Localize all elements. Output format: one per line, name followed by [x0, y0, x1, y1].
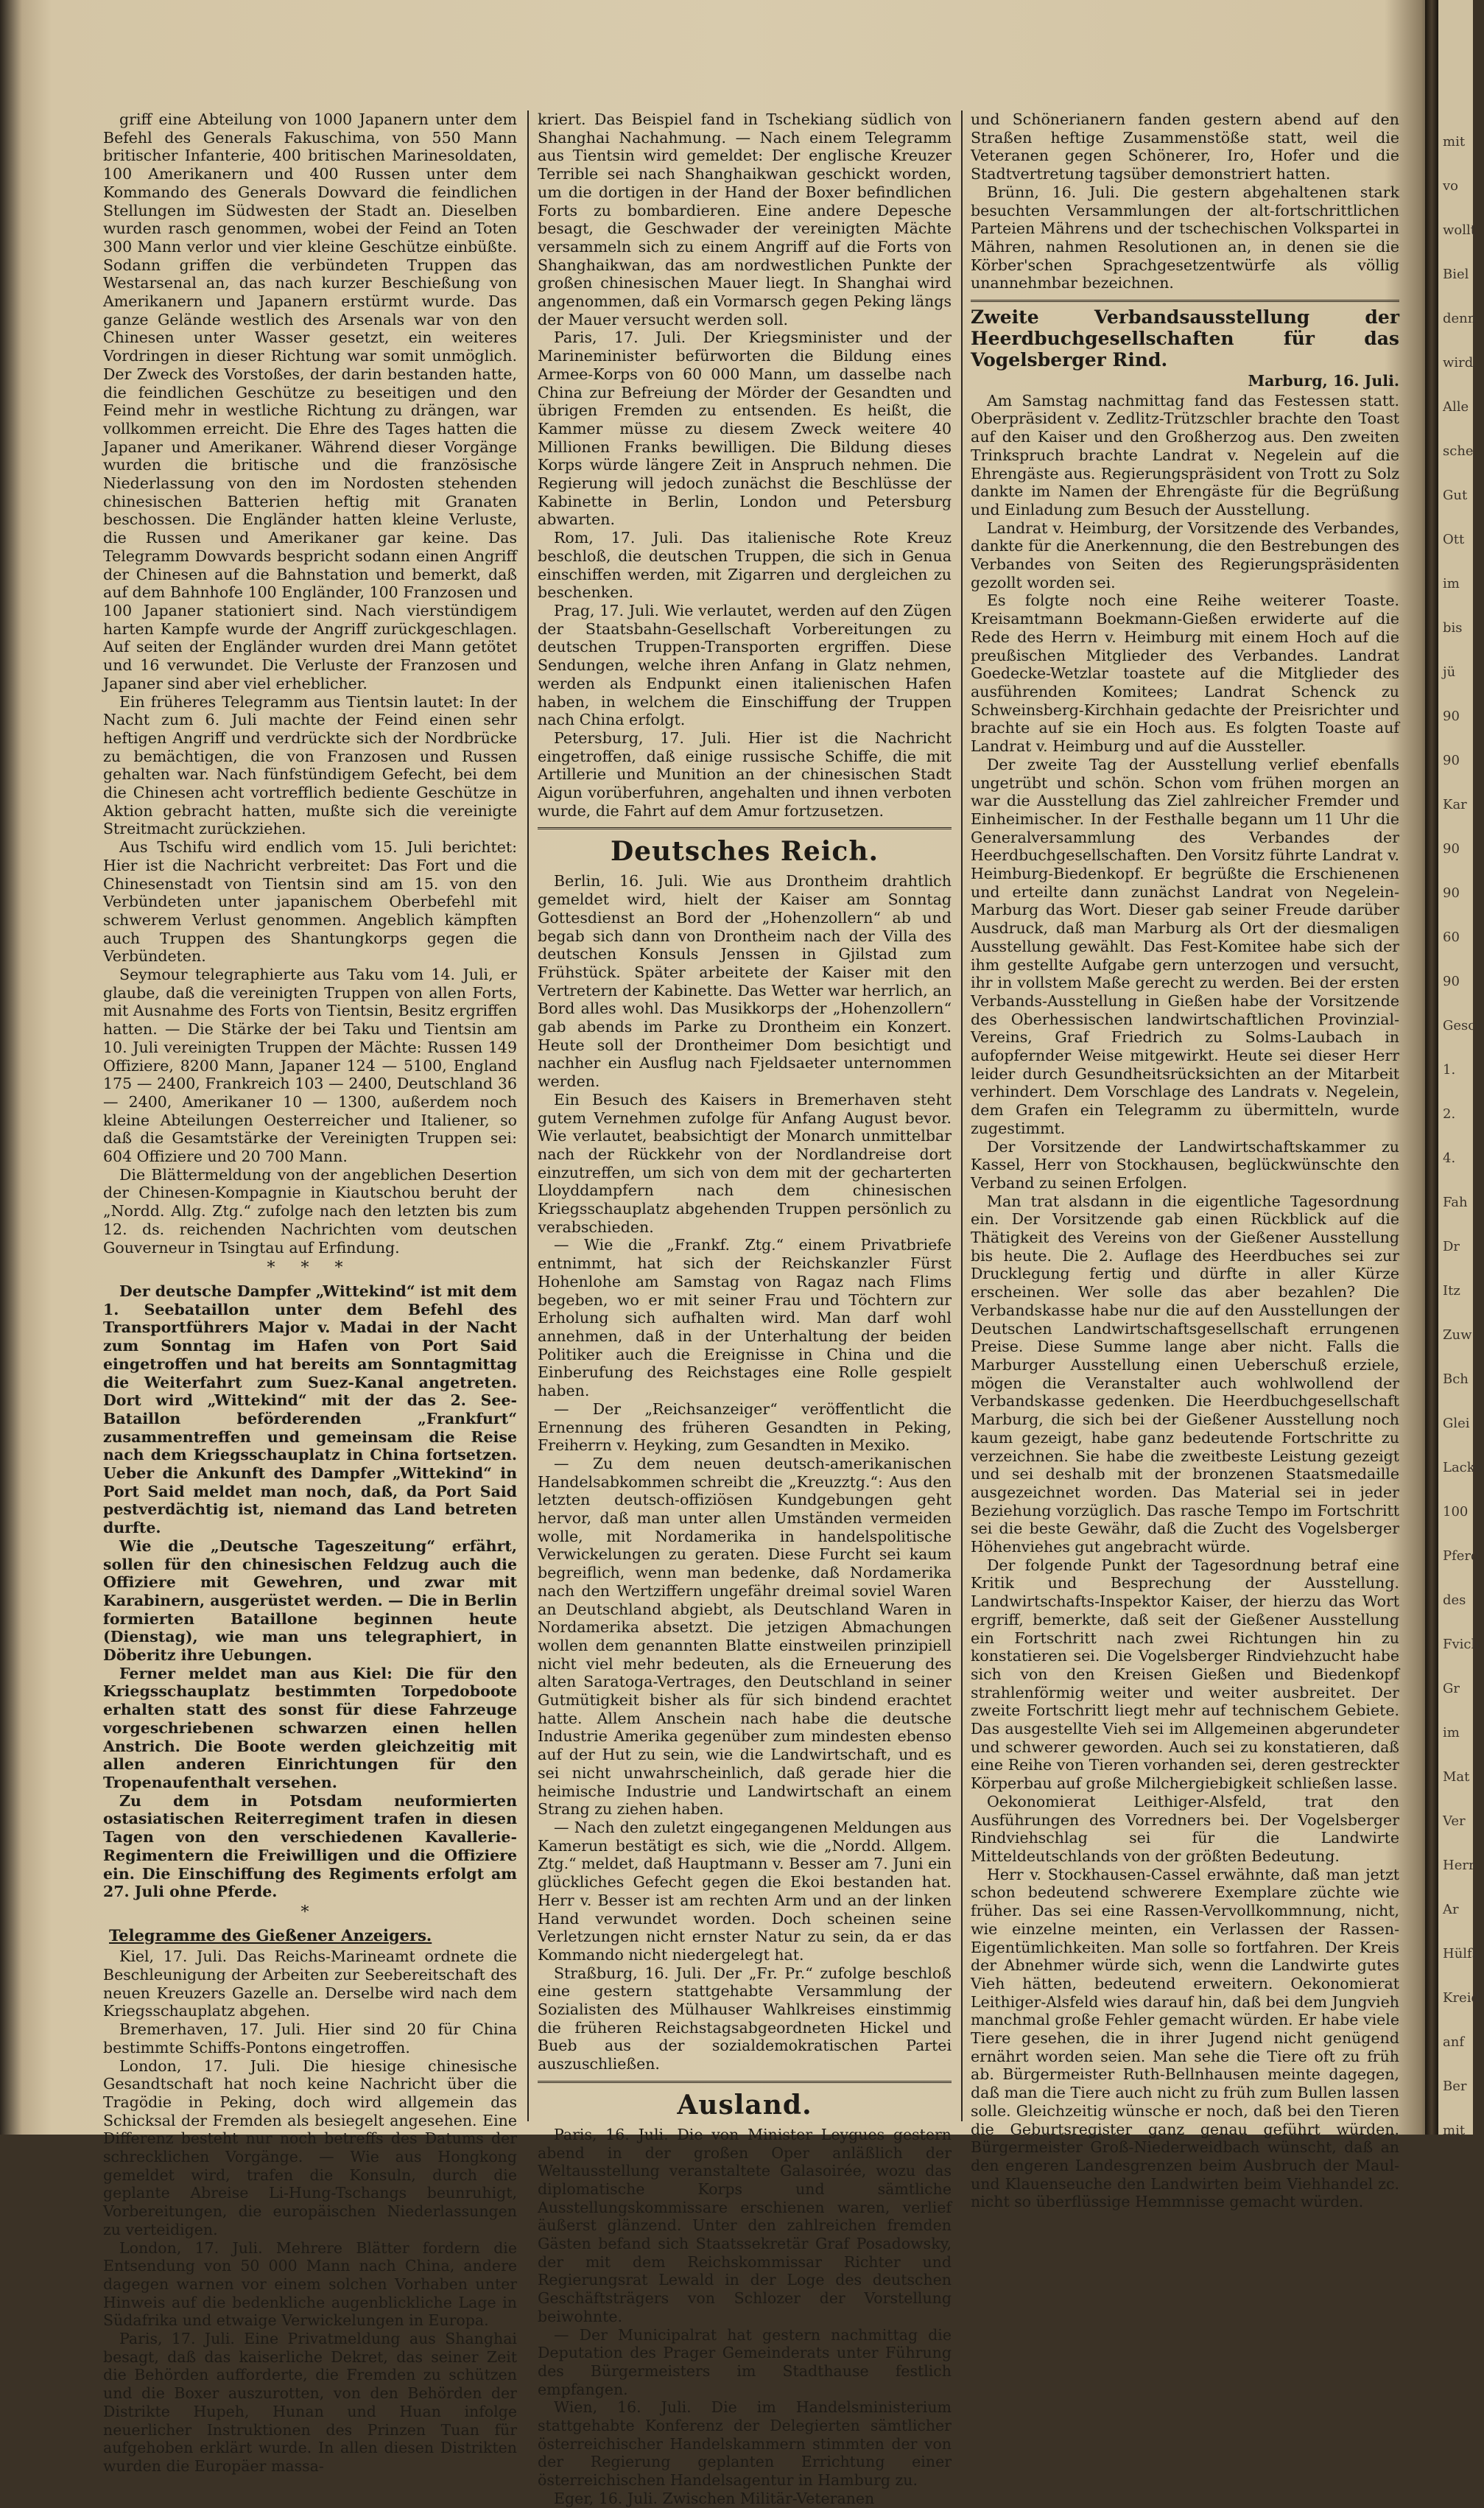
article-dateline: Marburg, 16. Juli. [1248, 372, 1399, 390]
article-paragraph: Der Vorsitzende der Landwirtschaftskammer zu Kassel, Herr von Stockhausen, beglückwünschte den Verband zu seinen Erfolgen. [971, 1137, 1399, 1192]
china-report-paragraph: griff eine Abteilung von 1000 Japanern unter dem Befehl des Generals Fakuschima, von 550 Mann britischer Infanterie, 400 britischen Marinesoldaten, 100 Amerikanern und 400 Russen unter dem Kommando des Generals Dowvard die feindlichen Stellungen im Südwesten der Stadt an. Dieselben wurden rasch genommen, wobei der Feind an Toten 300 Mann verlor und vier kleine Geschütze einbüßte. Sodann griffen die verbündeten Truppen das Westarsenal an, das nach kurzer Beschießung von Amerikanern und Japanern erstürmt wurde. Das ganze Gelände westlich des Arsenals war von den Chinesen unter Wasser gesetzt, ein weiteres Vordringen in dieser Richtung war somit unmöglich. Der Zweck des Vorstoßes, der darin bestanden hatte, die feindlichen Geschütze zu beseitigen und den Feind mehr in westliche Richtung zu drängen, war vollkommen erreicht. Die Ehre des Tages hatten die Japaner und Amerikaner. Während dieser Vorgänge wurden die britische und die französische Niederlassung von den im Nordosten stehenden chinesischen Batterien heftig mit Granaten beschossen. Die Engländer hatten kleine Verluste, die Russen und Amerikaner gar keine. Das Telegramm Dowvards bespricht sodann einen Angriff der Chinesen auf die Bahnstation und bemerkt, daß auf dem Bahnhofe 100 Engländer, 100 Franzosen und 100 Japaner stationiert sind. Nach vierstündigem harten Kampfe wurde der Angriff zurückgeschlagen. Auf seiten der Engländer wurden drei Mann getötet und 16 verwundet. Die Verluste der Franzosen und Japaner sind aber viel erheblicher. [103, 110, 517, 692]
adjacent-page-fragment: Gesch [1443, 1018, 1484, 1033]
news-paragraph: Brünn, 16. Juli. Die gestern abgehaltenen stark besuchten Versammlungen der alt-fortschrittlichen Parteien Mährens und der tschechischen Volkspartei in Mähren, nahmen Resolutionen an, in denen sie die Körber'schen Sprachgesetzentwürfe als völlig unannehmbar bezeichnen. [971, 183, 1399, 292]
china-report-paragraph: Aus Tschifu wird endlich vom 15. Juli berichtet: Hier ist die Nachricht verbreitet: Das Fort und die Chinesenstadt von Tientsin sind am 15. von den Verbündeten unter japanischem Oberbefehl mit schwerem Verlust genommen. Angeblich kämpften auch Truppen des Shantungkorps gegen die Verbündeten. [103, 838, 517, 966]
section-divider [538, 2081, 952, 2083]
news-paragraph: — Nach den zuletzt eingegangenen Meldungen aus Kamerun bestätigt es sich, wie die „Nordd. Allgem. Ztg.“ meldet, daß Hauptmann v. Besser am 7. Juni ein glückliches Gefecht gegen die Ekoi bestanden hat. Herr v. Besser ist am rechten Arm und an der linken Hand verwundet worden. Doch scheinen seine Verletzungen nicht ernster Natur zu sein, da er das Kommando nicht niedergelegt hat. [538, 1818, 952, 1964]
adjacent-page-fragment: denn [1443, 311, 1477, 326]
adjacent-page-fragment: 90 [1443, 753, 1460, 768]
adjacent-page-fragment: 60 [1443, 930, 1460, 945]
adjacent-page-fragment: sche [1443, 443, 1474, 459]
article-headline: Zweite Verbandsausstellung der Heerdbuchgesellschaften für das Vogelsberger Rind. [971, 306, 1399, 371]
telegram-item: Paris, 17. Juli. Eine Privatmeldung aus Shanghai besagt, daß das kaiserliche Dekret, das seiner Zeit die Behörden aufforderte, die Fremden zu schützen und die Boxer auszurotten, von den Behörden der Distrikte Hupeh, Hunan und Huan infolge neuerlicher Instruktionen des Prinzen Tuan für aufgehoben erklärt wurde. In allen diesen Distrikten wurden die Europäer massa- [103, 2330, 517, 2475]
news-paragraph: — Wie die „Frankf. Ztg.“ einem Privatbriefe entnimmt, hat sich der Reichskanzler Fürst Hohenlohe am Samstag von Ragaz nach Flims begeben, wo er mit seiner Frau und Töchtern zur Erholung sich aufhalten wird. Man darf wohl annehmen, daß in der Unterhaltung der beiden Politiker auch die Ereignisse in China und die Einberufung des Reichstages eine Rolle gespielt haben. [538, 1236, 952, 1400]
news-paragraph: Eger, 16. Juli. Zwischen Militär-Veteranen [554, 2489, 875, 2507]
china-report-paragraph: Seymour telegraphierte aus Taku vom 14. Juli, er glaube, daß die vereinigten Truppen von allen Forts, mit Ausnahme des Forts von Tientsin, Besitz ergriffen hatten. — Die Stärke der bei Taku und Tientsin am 10. Juli vereinigten Truppen der Mächte: Russen 149 Offiziere, 8200 Mann, Japaner 124 — 5100, England 175 — 2400, Frankreich 103 — 2400, Deutschland 36 — 2400, Amerikaner 10 — 1300, außerdem noch kleine Abteilungen Oesterreicher und Italiener, so daß die Gesamtstärke der Vereinigten Truppen sei: 604 Offiziere und 20 700 Mann. [103, 966, 517, 1166]
telegram-item: Rom, 17. Juli. Das italienische Rote Kreuz beschloß, die deutschen Truppen, die sich in Genua einschiffen werden, mit Zigarren und dergleichen zu beschenken. [538, 529, 952, 602]
adjacent-page-fragment: Pferd [1443, 1548, 1480, 1564]
telegram-item: London, 17. Juli. Mehrere Blätter fordern die Entsendung von 50 000 Mann nach China, andere dagegen warnen vor einem solchen Vorhaben unter Hinweis auf die bedenkliche augenblickliche Lage in Südafrika und etwaige Verwickelungen in Europa. [103, 2238, 517, 2330]
telegram-item: Paris, 17. Juli. Der Kriegsminister und der Marineminister befürworten die Bildung eines Armee-Korps von 60 000 Mann, um dasselbe nach China zur Befreiung der Mörder der Gesandten und übrigen Fremden zu entsenden. Es heißt, die Kammer müsse zu diesem Zweck weitere 40 Millionen Franks bewilligen. Die Bildung dieses Korps würde längere Zeit in Anspruch nehmen. Die Regierung will jedoch zunächst die Beschlüsse der Kabinette in Berlin, London und Petersburg abwarten. [538, 329, 952, 529]
adjacent-page-fragment: Ar [1443, 1902, 1459, 1917]
adjacent-page-fragment: Dr [1443, 1239, 1460, 1254]
article-paragraph: Der folgende Punkt der Tagesordnung betraf eine Kritik und Besprechung der Ausstellung. Landwirtschafts-Inspektor Kaiser, der hierzu das Wort ergriff, bemerkte, daß seit der Gießener Ausstellung ein Fortschritt nach zwei Richtungen hin zu konstatieren sei. Die Vogelsberger Rindviehzucht habe sich von den Kreisen Gießen und Biedenkopf strahlenförmig weiter und weiter ausbreitet. Der zweite Fortschritt liegt mehr auf technischem Gebiete. Das ausgestellte Vieh sei im Allgemeinen abgerundeter und schwerer geworden. Auch sei zu konstatieren, daß eine Reihe von Tieren vorhanden sei, deren gestreckter Körperbau auf große Milchergiebigkeit schließen lasse. [971, 1556, 1399, 1793]
telegrams-heading: Telegramme des Gießener Anzeigers. [109, 1925, 432, 1945]
column-1 [103, 110, 517, 2475]
column-rule-right [961, 110, 963, 2121]
section-divider [538, 827, 952, 829]
adjacent-page-fragment: mit [1443, 134, 1466, 150]
news-paragraph: Ein Besuch des Kaisers in Bremerhaven steht gutem Vernehmen zufolge für Anfang August bevor. Wie verlautet, beabsichtigt der Monarch unmittelbar nach der Rückkehr von der Nordlandreise dort einzutreffen, um sich von dem mit der gecharterten Lloyddampfern nach dem chinesischen Kriegsschauplatz abgehenden Truppen persönlich zu verabschieden. [538, 1090, 952, 1236]
article-paragraph: Der zweite Tag der Ausstellung verlief ebenfalls ungetrübt und schön. Schon vom frühen morgen an war die Ausstellung das Ziel zahlreicher Fremder und Einheimischer. In der Festhalle begann um 11 Uhr die Generalversammlung des Verbandes der Heerdbuchgesellschaften. Den Vorsitz führte Landrat v. Heimburg-Biedenkopf. Er begrüßte die Erschienenen und erteilte dann zunächst Landrat von Negelein-Marburg das Wort. Dieser gab seiner Freude darüber Ausdruck, daß man Marburg als Ort der diesmaligen Ausstellung gewählt. Das Fest-Komitee habe sich der ihm gestellte Aufgabe gern unterzogen und versucht, ihr in vollstem Maße gerecht zu werden. Bei der ersten Verbands-Ausstellung in Gießen habe der Vorsitzende des Oberhessischen landwirtschaftlichen Provinzial-Vereins, Graf Friedrich zu Solms-Laubach in aufopfernder Weise mitgewirkt. Heute sei dieser Herr leider durch Gesundheitsrücksichten an der Mitarbeit verhindert. Dem Vorschlage des Landrats v. Negelein, dem Grafen ein Telegramm zu übermitteln, wurde zugestimmt. [971, 755, 1399, 1137]
article-paragraph: Herr v. Stockhausen-Cassel erwähnte, daß man jetzt schon bedeutend schwerere Exemplare züchte wie früher. Das sei eine Rassen-Vervollkommnung, nicht, wie einzelne meinten, ein Verlassen der Rassen-Eigentümlichkeiten. Man solle so fortfahren. Der Kreis der Abnehmer würde sich, wenn die Landwirte gutes Vieh hätten, bedeutend erweitern. Oekonomierat Leithiger-Alsfeld wies darauf hin, daß bei dem Jungvieh manchmal große Fehler gemacht würden. Er habe viele Tiere gesehen, die in ihrer Jugend nicht genügend ernährt worden seien. Man sehe die Tiere oft zu früh ab. Bürgermeister Ruth-Bellnhausen meinte dagegen, daß man die Tiere auch nicht zu früh zum Bullen lassen solle. Gleichzeitig wünsche er noch, daß bei den Tieren die Geburtsregister ganz genau geführt würden. Bürgermeister Groß-Niederweidbach wünscht, daß an den engeren Landesgrenzen beim Ausbruch der Maul- und Klauenseuche den Landwirten beim Viehhandel zc. nicht so überflüssige Hemmnisse gemacht würden. [971, 1865, 1399, 2211]
article-paragraph: Es folgte noch eine Reihe weiterer Toaste. Kreisamtmann Boekmann-Gießen erwiderte auf die Rede des Herrn v. Heimburg mit einem Hoch auf die preußischen Mitglieder des Verbandes. Landrat Goedecke-Wetzlar toastete auf die Mitglieder des ausführenden Komitees; Landrat Schenck zu Schweinsberg-Kirchhain gedachte der Preisrichter und brachte auf sie ein Hoch aus. Es folgten Toaste auf Landrat v. Heimburg und auf die Aussteller. [971, 591, 1399, 756]
telegram-item: London, 17. Juli. Die hiesige chinesische Gesandtschaft hat noch keine Nachricht über die Tragödie in Peking, doch wird allgemein das Schicksal der Fremden als besiegelt angesehen. Eine Differenz besteht nur noch betreffs des Datums der schrecklichen Vorgänge. — Wie aus Hongkong gemeldet wird, trafen die Konsuln, durch die geplante Abreise Li-Hung-Tschangs beunruhigt, Vorbereitungen, die europäischen Niederlassungen zu verteidigen. [103, 2056, 517, 2238]
section-divider [971, 300, 1399, 302]
news-paragraph: Paris, 16. Juli. Die von Minister Leygues gestern abend in der großen Oper anläßlich der Weltausstellung veranstaltete Galasoirée, wozu das diplomatische Korps und sämtliche Ausstellungskommissare erschienen waren, verlief äußerst glänzend. Unter den zahlreichen fremden Gästen befand sich Staatssekretär Graf Posadowsky, der mit dem Reichskommissar Richter und Regierungsrat Lewald in der Loge des deutschen Geschäftsträgers von Schlozer der Vorstellung beiwohnte. [538, 2125, 952, 2325]
bold-news-paragraph: Zu dem in Potsdam neuformierten ostasiatischen Reiterregiment trafen in diesen Tagen von den verschiedenen Kavallerie-Regimentern die Freiwilligen und die Offiziere ein. Die Einschiffung des Regiments erfolgt am 27. Juli ohne Pferde. [103, 1791, 517, 1901]
adjacent-page-fragment: Zuw [1443, 1327, 1472, 1343]
adjacent-page-fragment: des [1443, 1592, 1466, 1608]
adjacent-page-fragment: vo [1443, 178, 1459, 194]
adjacent-page-fragment: 90 [1443, 709, 1460, 724]
adjacent-page-fragment: wollt [1443, 222, 1476, 238]
bold-news-paragraph: Ferner meldet man aus Kiel: Die für den Kriegsschauplatz bestimmten Torpedoboote erhalten statt des sonst für diese Fahrzeuge vorgeschriebenen schwarzen einen hellen Anstrich. Die Boote werden gleichzeitig mit allen anderen Einrichtungen für den Tropenaufenthalt versehen. [103, 1664, 517, 1791]
news-paragraph: Straßburg, 16. Juli. Der „Fr. Pr.“ zufolge beschloß eine gestern stattgehabte Versammlung der Sozialisten des Mülhauser Wahlkreises einstimmig die früheren Reichstagsabgeordneten Hickel und Bueb aus der sozialdemokratischen Partei auszuschließen. [538, 1964, 952, 2073]
adjacent-page-fragment: Ott [1443, 532, 1465, 547]
adjacent-page-fragment: Hülfs [1443, 1946, 1479, 1961]
adjacent-page-fragment: Gr [1443, 1681, 1460, 1696]
adjacent-page-fragment: Gut [1443, 488, 1468, 503]
adjacent-page-fragment: 2. [1443, 1106, 1456, 1122]
adjacent-page-fragment: Kreid [1443, 1990, 1480, 2006]
adjacent-page-fragment: Fah [1443, 1195, 1468, 1210]
news-paragraph: — Der Municipalrat hat gestern nachmittag die Deputation des Prager Gemeinderats unter Führung des Bürgermeisters im Stadthause festlich empfangen. [538, 2325, 952, 2398]
adjacent-page-fragment: 90 [1443, 841, 1460, 857]
adjacent-page-fragment: bis [1443, 620, 1463, 636]
adjacent-page-fragment: Bch [1443, 1371, 1469, 1387]
article-paragraph: Oekonomierat Leithiger-Alsfeld, trat den Ausführungen des Vorredners bei. Der Vogelsberger Rindviehschlag sei für die Landwirte Mitteldeutschlands von der größten Bedeutung. [971, 1792, 1399, 1865]
news-paragraph: und Schönerianern fanden gestern abend auf den Straßen heftige Zusammenstöße statt, weil die Veteranen gegen Schönerer, Iro, Hofer und die Stadtvertretung tagsüber demonstriert hatten. [971, 110, 1399, 183]
news-paragraph: Wien, 16. Juli. Die im Handelsministerium stattgehabte Konferenz der Delegierten sämtlicher österreichischer Handelskammern stimmten der von der Regierung geplanten Errichtung einer österreichischen Handelsagentur in Hamburg zu. [538, 2398, 952, 2490]
bold-news-paragraph: Der deutsche Dampfer „Wittekind“ ist mit dem 1. Seebataillon unter dem Befehl des Transportführers Major v. Madai in der Nacht zum Sonntag im Hafen von Port Said eingetroffen und hat bereits am Sonntagmittag die Weiterfahrt zum Suez-Kanal angetreten. Dort wird „Wittekind“ mit der das 2. See-Bataillon beförderenden „Frankfurt“ zusammentreffen und gemeinsam die Reise nach dem Kriegsschauplatz in China fortsetzen. Ueber die Ankunft des Dampfer „Wittekind“ in Port Said meldet man noch, daß, da Port Said pestverdächtig ist, niemand das Land betreten durfte. [103, 1282, 517, 1537]
adjacent-page-edge [1438, 0, 1484, 2138]
adjacent-page-fragment: Ber [1443, 2079, 1467, 2094]
adjacent-page-fragment: anf [1443, 2034, 1464, 2050]
adjacent-page-fragment: im [1443, 1725, 1460, 1741]
article-paragraph: Man trat alsdann in die eigentliche Tagesordnung ein. Der Vorsitzende gab einen Rückblick auf die Thätigkeit des Vereins von der Gießener Ausstellung bis heute. Die 2. Auflage des Heerdbuches sei zur Drucklegung fertig und dürfte in aller Kürze erscheinen. Wer solle das aber bezahlen? Die Verbandskasse habe nur die auf den Ausstellungen der Deutschen Landwirtschaftsgesellschaft errungenen Preise. Diese Summe lange aber nicht. Falls die Marburger Ausstellung einen Ueberschuß erziele, mögen die Veranstalter auch wohlwollend der Verbandskasse gedenken. Die Heerdbuchgesellschaft Marburg, die sich bei der Gießener Ausstellung noch kaum gezeigt, habe ganz bedeutende Fortschritte zu verzeichnen. Sie habe die zweitbeste Leistung gezeigt und sei deshalb mit der bronzenen Staatsmedaille ausgezeichnet worden. Das Material sei in jeder Beziehung vorzüglich. Das rasche Tempo im Fortschritt sei die beste Gewähr, daß die Zucht des Vogelsberger Höhenviehes gut angebracht würde. [971, 1192, 1399, 1556]
article-paragraph: Landrat v. Heimburg, der Vorsitzende des Verbandes, dankte für die Anerkennung, die den Bestrebungen des Verbandes von Seiten des Regierungspräsidenten gezollt worden sei. [971, 519, 1399, 591]
adjacent-page-fragment: 90 [1443, 974, 1460, 989]
adjacent-page-fragment: Itz [1443, 1283, 1460, 1299]
telegram-item: Bremerhaven, 17. Juli. Hier sind 20 für China bestimmte Schiffs-Pontons eingetroffen. [103, 2020, 517, 2056]
adjacent-page-fragment: wird [1443, 355, 1474, 370]
adjacent-page-fragment: 100 [1443, 1504, 1469, 1520]
section-separator: * * * [267, 1259, 354, 1278]
adjacent-page-fragment: Mat [1443, 1769, 1470, 1785]
bold-news-paragraph: Wie die „Deutsche Tageszeitung“ erfährt, sollen für den chinesischen Feldzug auch die Offiziere mit Gewehren, und zwar mit Karabinern, ausgerüstet werden. — Die in Berlin formierten Bataillone beginnen heute (Dienstag), wie man uns telegraphiert, in Döberitz ihre Uebungen. [103, 1536, 517, 1665]
telegram-item: Petersburg, 17. Juli. Hier ist die Nachricht eingetroffen, daß einige russische Schiffe, die mit Artillerie und Munition an der chinesischen Stadt Aigun vorüberfuhren, angehalten und ihnen verboten wurde, die Fahrt auf dem Amur fortzusetzen. [538, 728, 952, 820]
adjacent-page-fragment: Ver [1443, 1813, 1466, 1829]
adjacent-page-fragment: 90 [1443, 885, 1460, 901]
china-report-paragraph: Die Blättermeldung von der angeblichen Desertion der Chinesen-Kompagnie in Kiautschou beruht der „Nordd. Allg. Ztg.“ zufolge nach den letzten bis zum 12. ds. reichenden Nachrichten vom deutschen Gouverneur in Tsingtau auf Erfindung. [103, 1165, 517, 1257]
section-heading-deutsches-reich: Deutsches Reich. [610, 836, 879, 868]
telegram-item: Kiel, 17. Juli. Das Reichs-Marineamt ordnete die Beschleunigung der Arbeiten zur Seebereitschaft des neuen Kreuzers Gazelle an. Derselbe wird nach dem Kriegsschauplatz abgehen. [103, 1947, 517, 2020]
column-2 [538, 110, 952, 2507]
adjacent-page-fragment: jü [1443, 664, 1456, 680]
book-binding-gutter [1425, 0, 1438, 2135]
column-3 [971, 110, 1399, 2211]
column-rule-left [527, 110, 529, 2121]
china-report-paragraph: Ein früheres Telegramm aus Tientsin lautet: In der Nacht zum 6. Juli machte der Feind einen sehr heftigen Angriff und verdrückte sich der Nordbrücke zu bemächtigen, die von Franzosen und Russen gehalten war. Nach fünfstündigem Gefecht, bei dem die Chinesen acht vortrefflich bediente Geschütze in Aktion gebracht hatten, mußte sich die vereinigte Streitmacht zurückziehen. [103, 692, 517, 838]
adjacent-page-fragment: 1. [1443, 1062, 1456, 1078]
telegram-item: kriert. Das Beispiel fand in Tschekiang südlich von Shanghai Nachahmung. — Nach einem Telegramm aus Tientsin wird gemeldet: Der englische Kreuzer Terrible sei nach Shanghaikwan geschickt worden, um die dortigen in der Hand der Boxer befindlichen Forts zu bombardieren. Eine andere Depesche besagt, die Geschwader der vereinigten Mächte versammeln sich zu einem Angriff auf die Forts von Shanghaikwan, das am nordwestlichen Punkte der großen chinesischen Mauer liegt. In Shanghai wird angenommen, daß ein Vormarsch gegen Peking längs der Mauer versucht werden soll. [538, 110, 952, 329]
news-paragraph: Berlin, 16. Juli. Wie aus Drontheim drahtlich gemeldet wird, hielt der Kaiser am Sonntag Gottesdienst an Bord der „Hohenzollern“ ab und begab sich dann von Drontheim nach der Villa des deutschen Konsuls Jenssen in Gjilstad zum Frühstück. Später arbeitete der Kaiser mit den Vertretern der Kabinette. Das Wetter war herrlich, an Bord alles wohl. Das Musikkorps der „Hohenzollern“ gab abends im Parke zu Drontheim ein Konzert. Heute soll der Drontheimer Dom besichtigt und nachher ein Ausflug nach Fjeldsaeter unternommen werden. [538, 872, 952, 1091]
adjacent-page-fragment: 4. [1443, 1151, 1456, 1166]
section-separator: * [300, 1903, 320, 1922]
telegram-item: Prag, 17. Juli. Wie verlautet, werden auf den Zügen der Staatsbahn-Gesellschaft Vorbereitungen zu deutschen Truppen-Transporten ergriffen. Diese Sendungen, welche ihren Anfang in Glatz nehmen, werden als Endpunkt einen italienischen Hafen haben, in welchem die Einschiffung der Truppen nach China erfolgt. [538, 601, 952, 729]
adjacent-page-fragment: Biel [1443, 267, 1469, 282]
adjacent-page-fragment: mit [1443, 2123, 1466, 2138]
news-paragraph: — Der „Reichsanzeiger“ veröffentlicht die Ernennung des früheren Gesandten in Peking, Freiherrn v. Heyking, zum Gesandten in Mexiko. [538, 1399, 952, 1455]
section-heading-ausland: Ausland. [677, 2089, 812, 2121]
adjacent-page-fragment: Glei [1443, 1416, 1470, 1431]
adjacent-page-fragment: Alle [1443, 399, 1469, 415]
news-paragraph: — Zu dem neuen deutsch-amerikanischen Handelsabkommen schreibt die „Kreuzztg.“: Aus den letzten deutsch-offiziösen Kundgebungen geht hervor, daß man unter allen Umständen vermeiden wolle, mit Nordamerika in handelspolitische Verwickelungen zu geraten. Diese Furcht sei kaum begreiflich, wenn man bedenke, daß Nordamerika nach den Wertziffern ungefähr dreimal soviel Waren an Deutschland abgiebt, als Deutschland Waren in Nordamerika absetzt. Die jetzigen Abmachungen wollen dem genannten Blatte einstweilen prinzipiell nicht viel mehr bedeuten, als die Erneuerung des alten Saratoga-Vertrages, den Deutschland in seiner Gutmütigkeit bisher als für sich bindend erachtet hatte. Allem Anschein nach habe die deutsche Industrie Amerika gegenüber zum mindesten ebenso auf der Hut zu sein, wie die Landwirtschaft, und es sei nicht unwahrscheinlich, daß gerade hier die heimische Industrie und Landwirtschaft an einem Strang zu ziehen haben. [538, 1454, 952, 1819]
article-paragraph: Am Samstag nachmittag fand das Festessen statt. Oberpräsident v. Zedlitz-Trützschler brachte den Toast auf den Kaiser und den Großherzog aus. Den zweiten Trinkspruch brachte Landrat v. Negelein auf die Ehrengäste aus. Regierungspräsident von Trott zu Solz dankte im Namen der Ehrengäste für die Begrüßung und Einladung zum Besuch der Ausstellung. [971, 391, 1399, 519]
adjacent-page-fragment: Kar [1443, 797, 1467, 812]
adjacent-page-fragment: im [1443, 576, 1460, 591]
adjacent-page-fragment: Lacke [1443, 1460, 1483, 1475]
adjacent-page-fragment: Herr [1443, 1858, 1475, 1873]
adjacent-page-fragment: Fvich [1443, 1637, 1480, 1652]
